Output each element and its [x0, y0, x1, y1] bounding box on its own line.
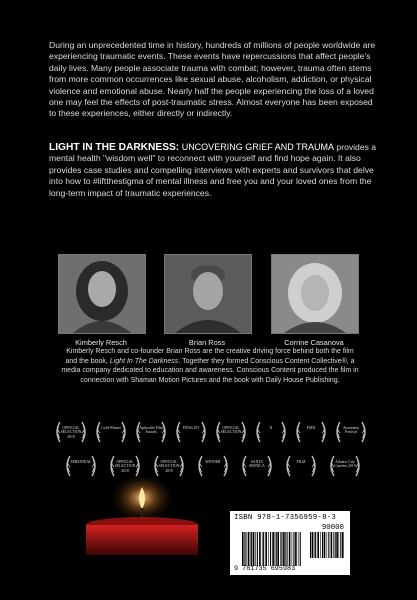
laurel-text: FMII: [306, 426, 316, 430]
laurel-text: OFFICIAL SELECTION: [220, 426, 242, 435]
barcode-bars: [242, 532, 302, 566]
portrait-corrine-casanova: [271, 254, 359, 334]
portrait-kimberly-resch: [58, 254, 146, 334]
laurel-badge: [94, 420, 128, 444]
bio-book-title: Light In The Darkness: [109, 357, 179, 365]
laurel-badge: [294, 420, 328, 444]
laurel-badge: [134, 420, 168, 444]
isbn-barcode: [230, 511, 350, 575]
name-kimberly-resch: Kimberly Resch: [75, 338, 127, 347]
laurel-badge: [254, 420, 288, 444]
name-brian-ross: Brian Ross: [188, 338, 226, 347]
laurel-badge: [334, 420, 368, 444]
laurel-text: FILM: [296, 460, 306, 464]
price-code: 90000: [321, 524, 344, 532]
price-barcode-bars: [310, 532, 344, 558]
author-portraits: [46, 254, 376, 347]
laurel-text: OFFICIAL SELECTION 2018: [114, 460, 136, 473]
laurel-text: SANTA MONICA: [249, 460, 265, 469]
headline-paragraph: [49, 142, 379, 199]
laurel-badge: [54, 420, 88, 444]
laurel-badge: [174, 420, 208, 444]
laurel-text: Aphrodite Film Awards: [139, 426, 163, 435]
laurel-text: FINALIST: [182, 426, 200, 430]
book-title: LIGHT IN THE DARKNESS:: [49, 142, 180, 153]
intro-paragraph: During an unprecedented time in history, hundreds of millions of people worldwide are experiencing traumatic events. These events have repercussions that affect people's daily lives. Many people associate trauma with combat; however, trauma often stems from more common occurrences like sexual abuse, alcoholism, addiction, or physical violence and emotional abuse. Nearly half the people experiencing the loss of a loved one may feel the effects of post-traumatic stress. Almost everyone has been exposed to these experiences, either directly or indirectly.: [49, 40, 376, 119]
bio-part-2: . Together they formed Conscious Content Collective®, a media company dedicated to education and awareness. Conscious Content produced the film in connection with Shaman Motion Pictures and the book with Daily House Publishing.: [61, 357, 359, 384]
laurel-badge: [214, 420, 248, 444]
laurel-text: OFFICIAL SELECTION 2019: [158, 460, 180, 473]
portrait-brian-ross: [164, 254, 252, 334]
laurel-text: PERENNIAL: [70, 460, 92, 464]
headline-body: provides a mental health "wisdom well" to reconnect with yourself and find hope again. It also provides case studies and compelling interviews with experts and survivors that delve into how to #liftthestigma of mental illness and free you and your loved ones from the long-term impact of traumatic experiences.: [49, 142, 377, 198]
laurel-text: N: [269, 426, 273, 430]
bio-paragraph: [60, 347, 360, 385]
laurel-text: Awareness Festival: [342, 426, 360, 435]
laurel-badge: [328, 454, 362, 478]
laurel-text: Gold Winner: [101, 426, 121, 430]
laurel-text: OFFICIAL SELECTION 2019: [60, 426, 82, 439]
name-corrine-casanova: Corrine Casanova: [284, 338, 344, 347]
laurel-badge: [240, 454, 274, 478]
candle-image: [82, 475, 202, 555]
isbn-text: ISBN 978-1-7356959-8-3: [234, 514, 336, 522]
laurel-text: Atlantic City Cinefest 2019: [334, 460, 356, 469]
barcode-number: 9 781735 695983: [234, 565, 296, 573]
laurel-badge: [284, 454, 318, 478]
bio-part-1: Kimberly Resch and co-founder Brian Ross are the creative driving force behind both the film and the book,: [65, 348, 354, 365]
laurel-text: WINNER: [205, 460, 221, 464]
book-subtitle: UNCOVERING GRIEF AND TRAUMA: [179, 142, 335, 152]
